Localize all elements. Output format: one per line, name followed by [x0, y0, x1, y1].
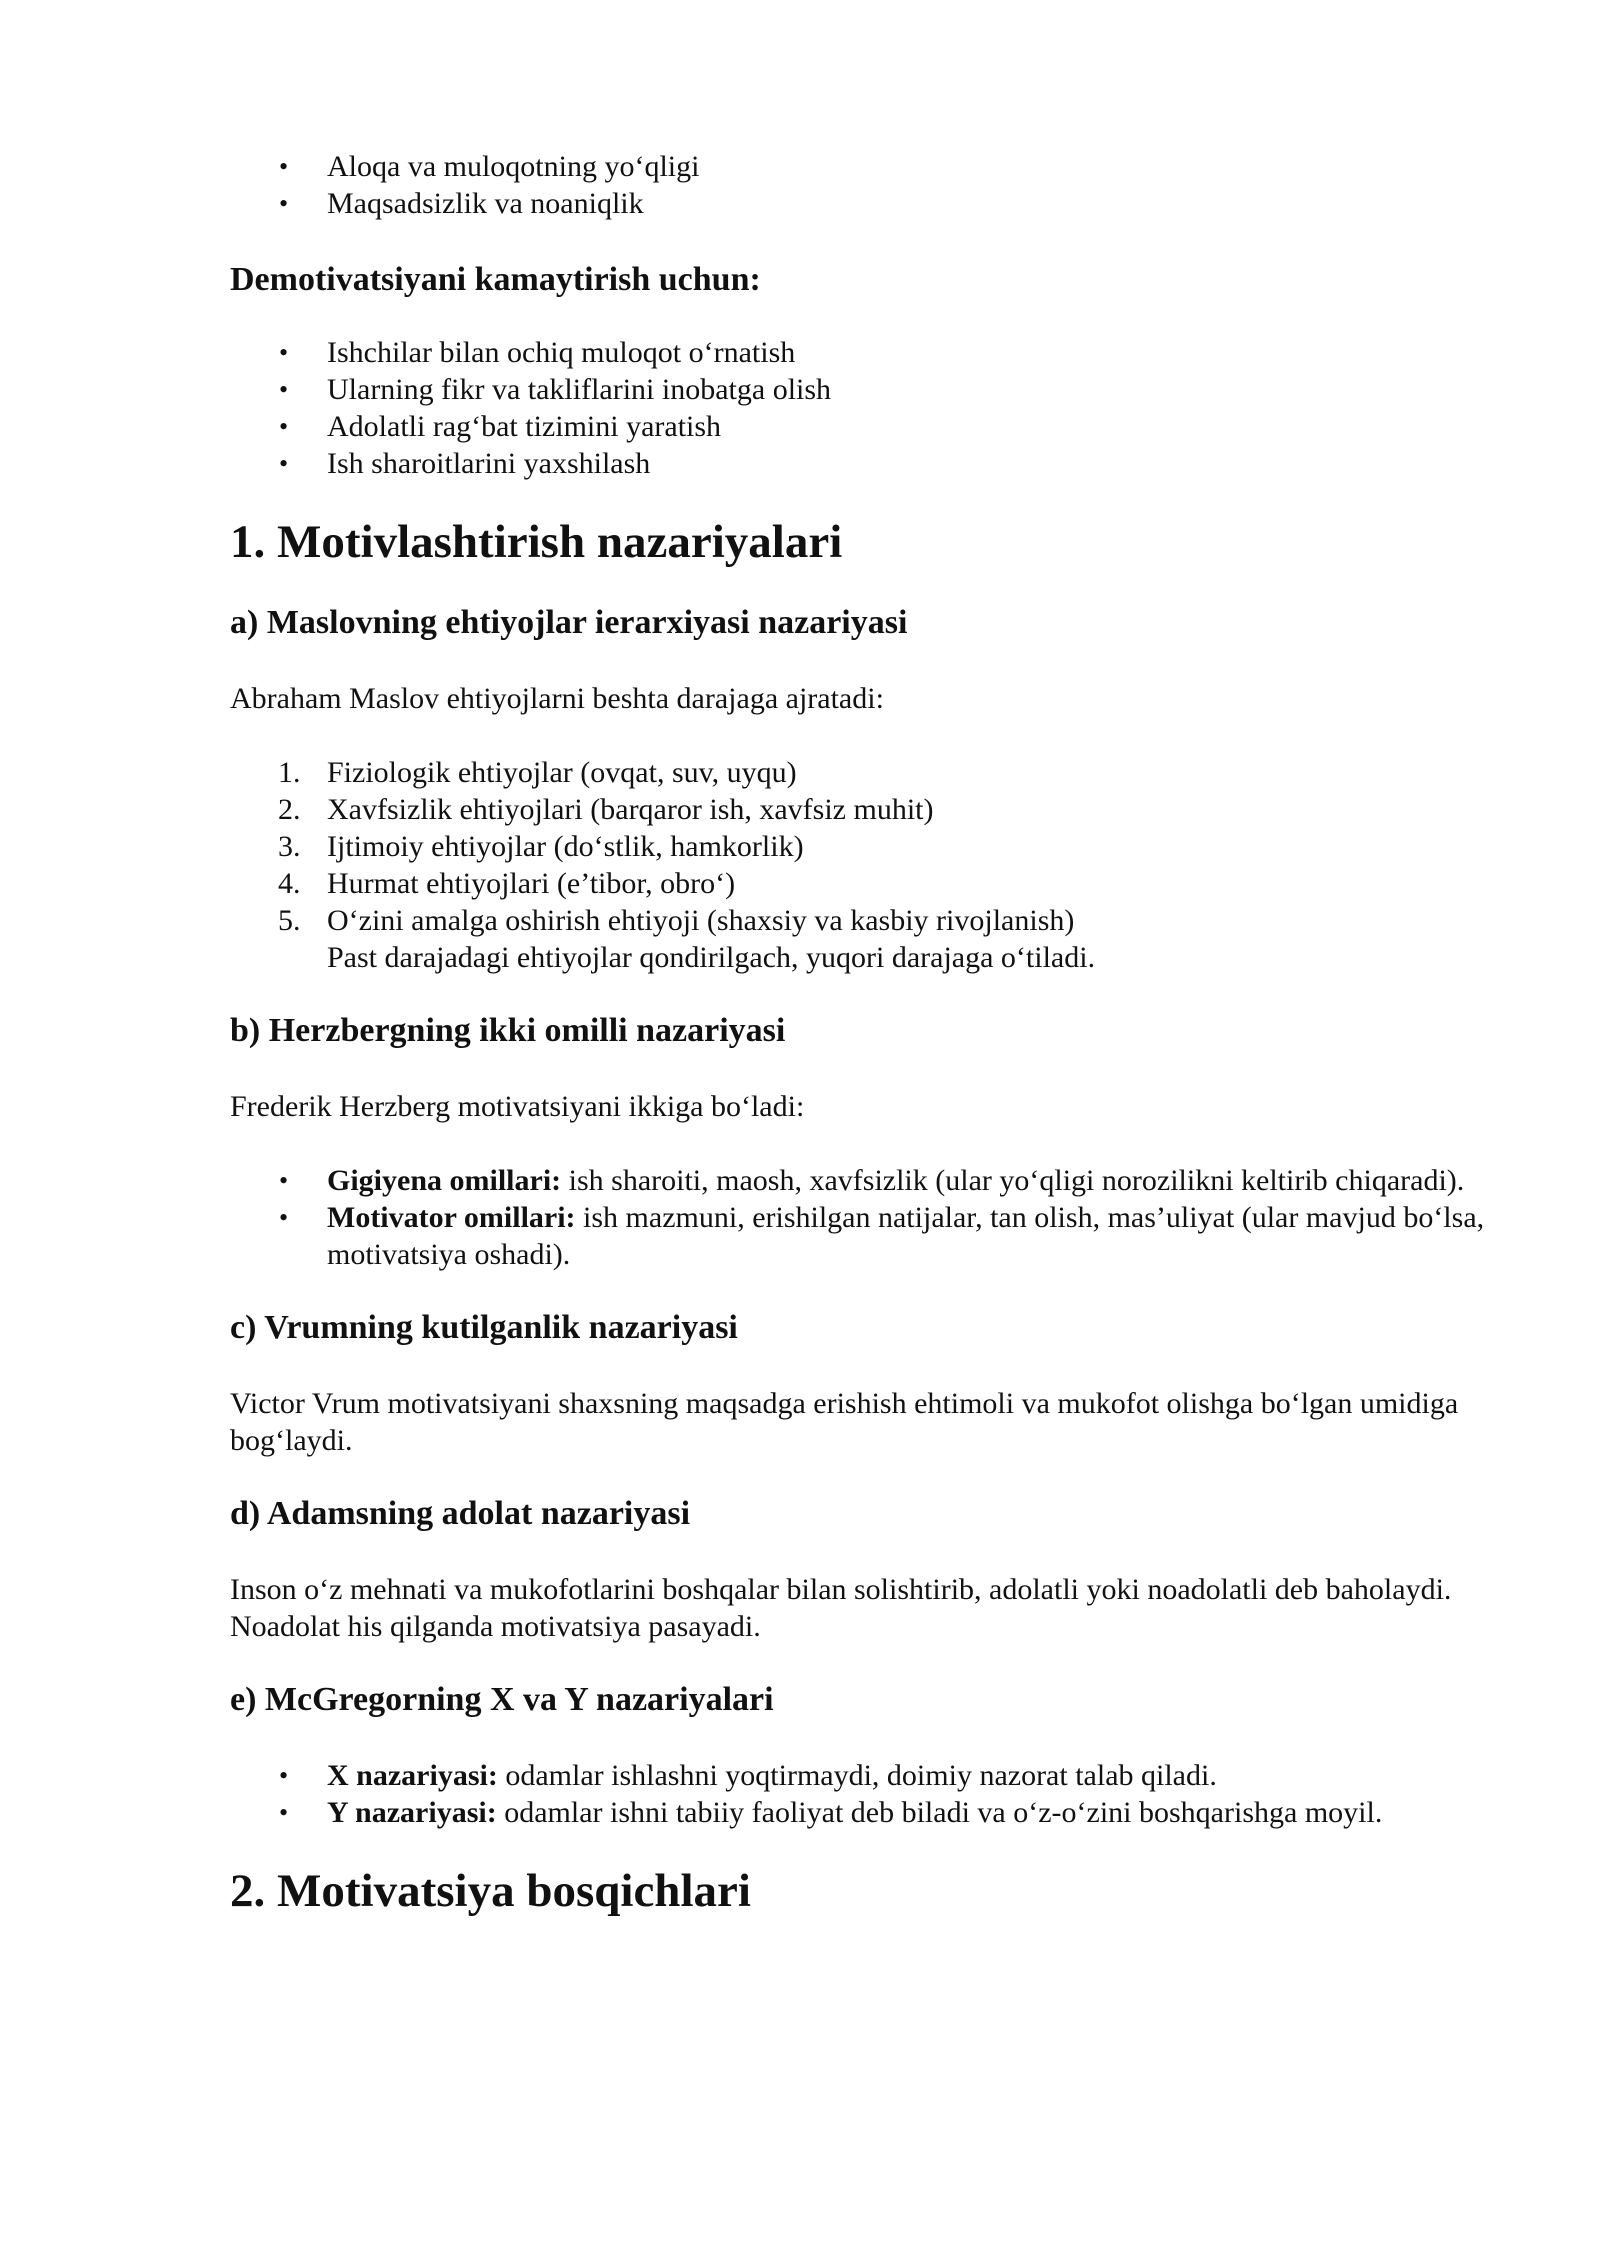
list-item — [230, 1757, 1510, 1794]
factor-term: Gigiyena omillari: — [327, 1164, 562, 1197]
theory-term: X nazariyasi: — [327, 1759, 498, 1792]
list-item-text: Ishchilar bilan ochiq muloqot o‘rnatish — [327, 336, 796, 369]
list-item — [230, 828, 1510, 865]
vroom-text: Victor Vrum motivatsiyani shaxsning maqsadga erishish ehtimoli va mukofot olishga bo‘lgan umidiga bog‘laydi. — [230, 1387, 1459, 1457]
bullet-icon: • — [279, 338, 289, 367]
herzberg-factors-list — [230, 1162, 1510, 1273]
bullet-icon: • — [279, 1203, 289, 1232]
mcgregor-theories-list — [230, 1757, 1510, 1831]
list-item-text: Fiziologik ehtiyojlar (ovqat, suv, uyqu) — [327, 756, 797, 789]
list-item — [230, 445, 1510, 482]
list-item-text: Ish sharoitlarini yaxshilash — [327, 447, 651, 480]
section-1-title: 1. Motivlashtirish nazariyalari — [230, 516, 843, 568]
list-item — [230, 1162, 1510, 1199]
herzberg-intro: Frederik Herzberg motivatsiyani ikkiga bo‘ladi: — [230, 1090, 805, 1123]
bullet-icon: • — [279, 1798, 289, 1827]
bullet-icon: • — [279, 449, 289, 478]
bullet-icon: • — [279, 1761, 289, 1790]
bullet-icon: • — [279, 189, 289, 218]
list-item-text: Xavfsizlik ehtiyojlari (barqaror ish, xavfsiz muhit) — [327, 793, 934, 826]
list-item — [230, 334, 1510, 371]
list-item — [230, 148, 1510, 185]
list-item — [230, 754, 1510, 791]
document-page — [230, 148, 1510, 1919]
list-item-text: Ijtimoiy ehtiyojlar (do‘stlik, hamkorlik) — [327, 830, 804, 863]
theory-term: Y nazariyasi: — [327, 1796, 497, 1829]
list-item-text: O‘zini amalga oshirish ehtiyoji (shaxsiy va kasbiy rivojlanish) — [327, 904, 1075, 937]
factor-text: ish sharoiti, maosh, xavfsizlik (ular yo‘qligi norozilikni keltirib chiqaradi). — [561, 1164, 1465, 1197]
list-item — [230, 1199, 1510, 1273]
intro-bullet-list — [230, 148, 1510, 222]
section-2-title: 2. Motivatsiya bosqichlari — [230, 1865, 751, 1917]
adams-text: Inson o‘z mehnati va mukofotlarini boshqalar bilan solishtirib, adolatli yoki noadolatli deb baholaydi. Noadolat his qilganda motivatsiya pasayadi. — [230, 1573, 1452, 1643]
list-number: 1. — [278, 756, 301, 789]
maslow-note: Past darajadagi ehtiyojlar qondirilgach, yuqori darajaga o‘tiladi. — [327, 941, 1096, 974]
list-item — [230, 185, 1510, 222]
herzberg-heading: b) Herzbergning ikki omilli nazariyasi — [230, 1012, 786, 1049]
list-item — [230, 902, 1510, 976]
list-item-text: Adolatli rag‘bat tizimini yaratish — [327, 410, 722, 443]
list-item-text: Hurmat ehtiyojlari (e’tibor, obro‘) — [327, 867, 736, 900]
list-number: 2. — [278, 793, 301, 826]
theory-text: odamlar ishni tabiiy faoliyat deb biladi va o‘z-o‘zini boshqarishga moyil. — [496, 1796, 1383, 1829]
vroom-heading: c) Vrumning kutilganlik nazariyasi — [230, 1309, 738, 1346]
factor-term: Motivator omillari: — [327, 1201, 576, 1234]
bullet-icon: • — [279, 412, 289, 441]
list-item — [230, 371, 1510, 408]
list-item — [230, 408, 1510, 445]
demotivation-list — [230, 334, 1510, 482]
mcgregor-heading: e) McGregorning X va Y nazariyalari — [230, 1681, 774, 1718]
list-number: 3. — [278, 830, 301, 863]
list-number: 4. — [278, 867, 301, 900]
bullet-icon: • — [279, 152, 289, 181]
list-item — [230, 1794, 1510, 1831]
maslow-intro: Abraham Maslov ehtiyojlarni beshta darajaga ajratadi: — [230, 682, 884, 715]
list-item-text: Aloqa va muloqotning yo‘qligi — [327, 150, 700, 183]
theory-text: odamlar ishlashni yoqtirmaydi, doimiy nazorat talab qiladi. — [497, 1759, 1217, 1792]
demotivation-heading: Demotivatsiyani kamaytirish uchun: — [230, 261, 761, 298]
list-item-text: Ularning fikr va takliflarini inobatga olish — [327, 373, 832, 406]
bullet-icon: • — [279, 375, 289, 404]
list-item — [230, 865, 1510, 902]
factor-text: ish mazmuni, erishilgan natijalar, tan olish, mas’uliyat (ular mavjud bo‘lsa, motivatsiya oshadi). — [327, 1201, 1485, 1271]
maslow-levels-list — [230, 754, 1510, 976]
adams-heading: d) Adamsning adolat nazariyasi — [230, 1495, 691, 1532]
list-item — [230, 791, 1510, 828]
maslow-heading: a) Maslovning ehtiyojlar ierarxiyasi nazariyasi — [230, 604, 908, 641]
list-number: 5. — [278, 904, 301, 937]
list-item-text: Maqsadsizlik va noaniqlik — [327, 187, 644, 220]
bullet-icon: • — [279, 1166, 289, 1195]
